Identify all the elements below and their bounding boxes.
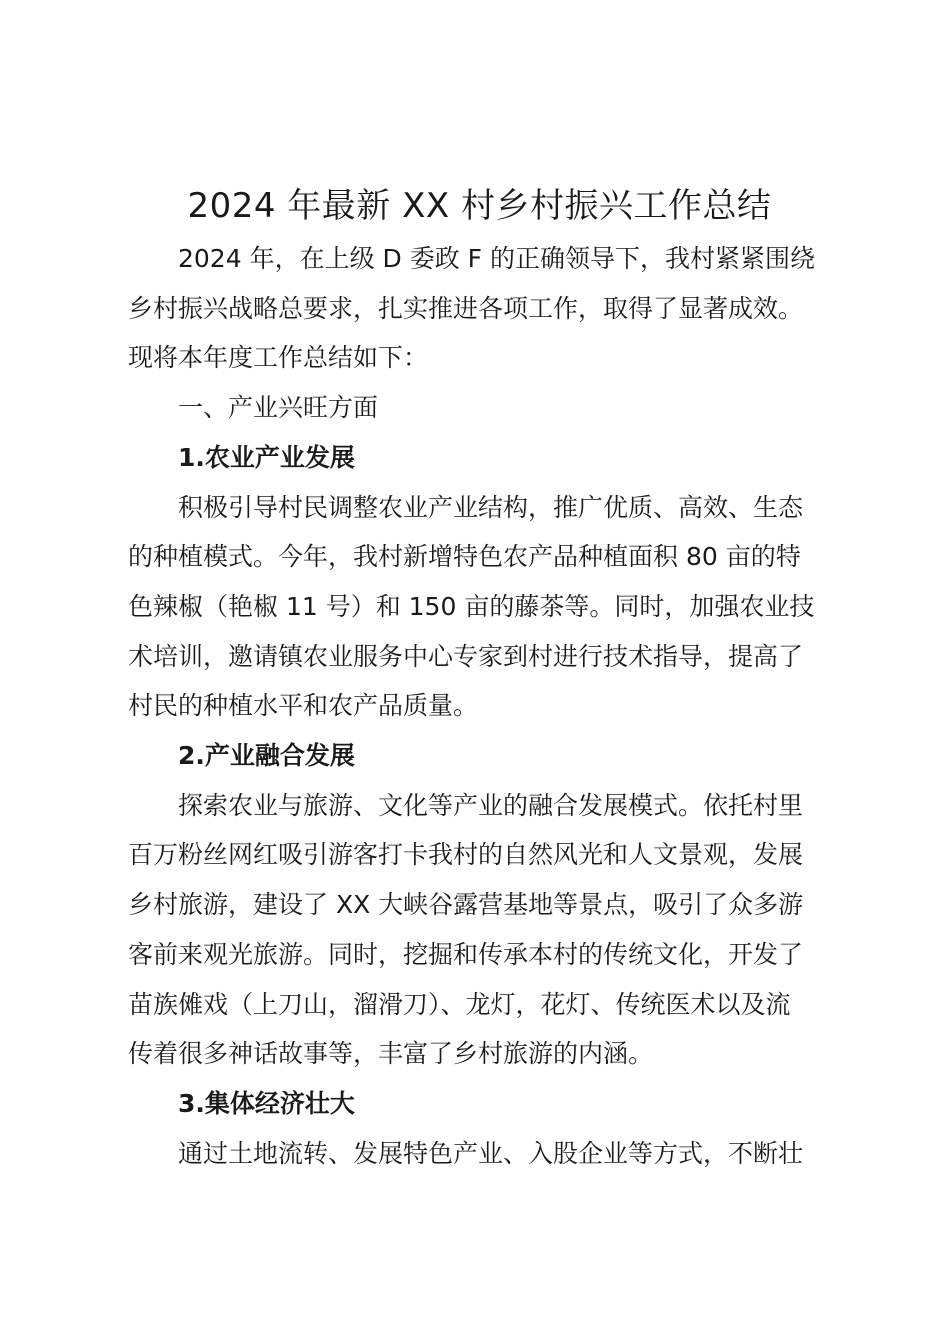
paragraph-collective-economy: 通过土地流转、发展特色产业、入股企业等方式，不断壮 bbox=[178, 1138, 804, 1168]
paragraph-agriculture: 积极引导村民调整农业产业结构，推广优质、高效、生态 的种植模式。今年，我村新增特色农产品种植面积 80 亩的特 色辣椒（艳椒 11 号）和 150 亩的藤茶等。同时，加强农业技 术培训，邀请镇农业服务中心专家到村进行技术指导，提高了 村民的种植水平和农产品质量。 bbox=[128, 492, 815, 721]
subheading-collective-economy: 3.集体经济壮大 bbox=[178, 1088, 355, 1118]
document-title: 2024 年最新 XX 村乡村振兴工作总结 bbox=[187, 186, 772, 226]
intro-paragraph: 2024 年，在上级 D 委政 F 的正确领导下，我村紧紧围绕 乡村振兴战略总要求，扎实推进各项工作，取得了显著成效。 现将本年度工作总结如下： bbox=[128, 244, 815, 373]
section-heading-industry: 一、产业兴旺方面 bbox=[178, 393, 379, 423]
subheading-agriculture: 1.农业产业发展 bbox=[178, 442, 355, 472]
paragraph-integration: 探索农业与旅游、文化等产业的融合发展模式。依托村里 百万粉丝网红吸引游客打卡我村的自然风光和人文景观，发展 乡村旅游，建设了 XX 大峡谷露营基地等景点，吸引了众多游 客前来观光旅游。同时，挖掘和传承本村的传统文化，开发了 苗族傩戏（上刀山，溜滑刀）、龙灯，花灯、传统医术以及流 传着很多神话故事等，丰富了乡村旅游的内涵。 bbox=[128, 790, 804, 1069]
document-page bbox=[128, 178, 831, 1178]
subheading-integration: 2.产业融合发展 bbox=[178, 741, 355, 771]
